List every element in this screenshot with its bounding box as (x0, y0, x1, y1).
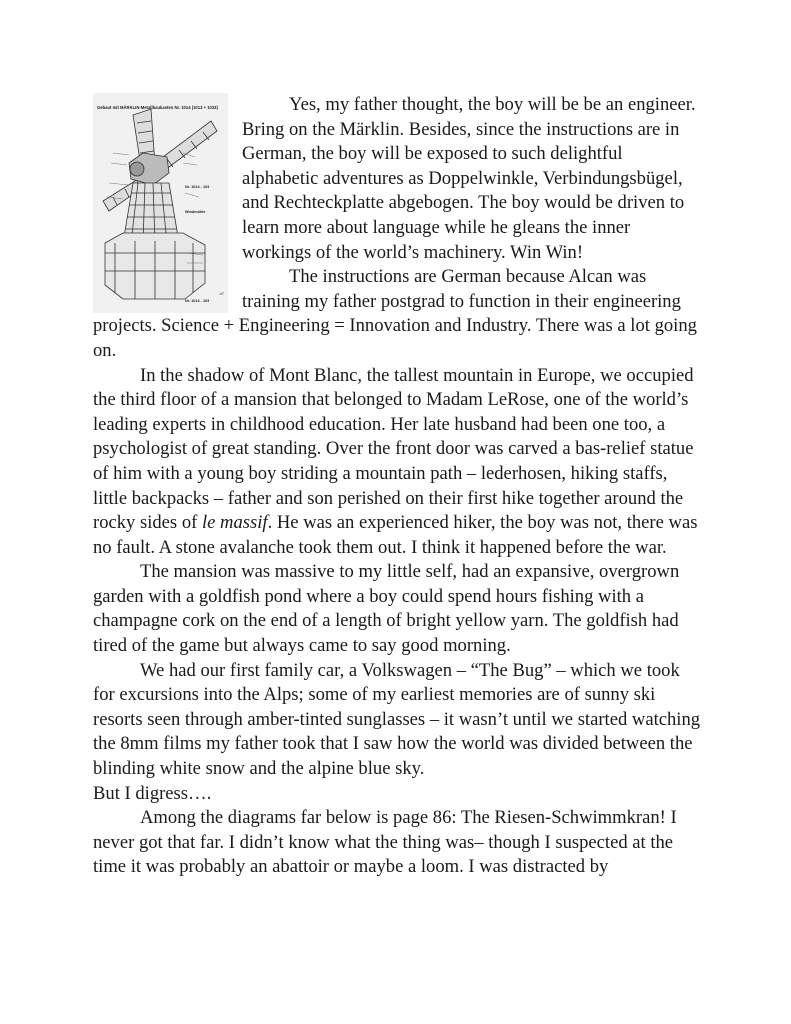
figure-label-bottom: Nr. 1014 - 103 (185, 299, 210, 303)
paragraph-4: The mansion was massive to my little self, had an expansive, overgrown garden with a goldfish pond where a boy could spend hours fishing with a champagne cork on the end of a length of bright yellow yarn. The goldfish had tired of the game but always came to say good morning. (93, 561, 680, 657)
figure-caption: Gebaut mit MÄRKLIN-Metallbaukasten Nr. 1014 (1013 + 1033) (97, 105, 218, 110)
marklin-windmill-figure (93, 93, 228, 313)
italic-le-massif: le massif (201, 512, 268, 534)
paragraph-2: The instructions are German because Alcan was training my father postgrad to function in their engineering projects. Science + Engineering = Innovation and Industry. There was a lot going on. (93, 266, 697, 361)
paragraph-3 (93, 364, 703, 561)
figure-page-number: 47 (219, 291, 224, 297)
figure-label-top: Nr. 1014 - 103 Windmühle (185, 185, 210, 214)
document-page (93, 93, 703, 880)
paragraph-5: We had our first family car, a Volkswagen – “The Bug” – which we took for excursions into the Alps; some of my earliest memories are of sunny ski resorts seen through amber-tinted sunglasses – it wasn’t until we started watching the 8mm films my father took that I saw how the world was divided between the blinding white snow and the alpine blue sky. (93, 659, 701, 780)
paragraph-3-text-before: In the shadow of Mont Blanc, the tallest mountain in Europe, we occupied the third floor of a mansion that belonged to Madam LeRose, one of the world’s leading experts in childhood education. Her late husband had been one too, a psychologist of great standing. Over the front door was carved a bas-relief statue of him with a young boy striding a mountain path – lederhosen, hiking staffs, little backpacks – father and son perished on their first hike together around the rocky sides of (93, 364, 694, 534)
paragraph-6: But I digress…. (93, 782, 212, 804)
paragraph-3-text-after: . He was an experienced hiker, the boy was not, there was no fault. A stone avalanche took them out. I think it happened before the war. (93, 512, 698, 558)
paragraph-1: Yes, my father thought, the boy will be be an engineer. Bring on the Märklin. Besides, since the instructions are in German, the boy will be exposed to such delightful alphabetic adventures as Doppelwinkle, Verbindungsbügel, and Rechteckplatte abgebogen. The boy would be driven to learn more about language while he gleans the inner workings of the world’s machinery. Win Win! (242, 94, 696, 263)
paragraph-7: Among the diagrams far below is page 86: The Riesen-Schwimmkran! I never got that far. I didn’t know what the thing was– though I suspected at the time it was probably an abattoir or maybe a loom. I was distracted by (93, 807, 677, 878)
